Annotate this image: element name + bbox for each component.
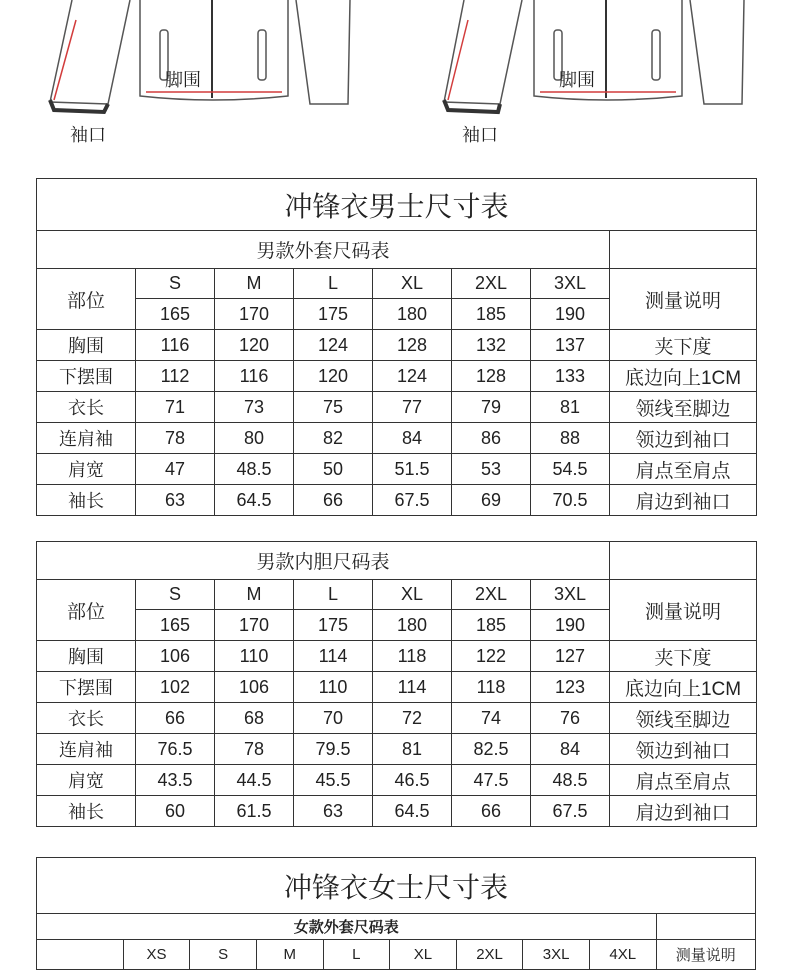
height-label: 185 — [452, 299, 531, 330]
cell-value: 82 — [294, 423, 373, 454]
row-note: 肩边到袖口 — [610, 796, 757, 827]
height-label: 170 — [215, 299, 294, 330]
cell-value: 137 — [531, 330, 610, 361]
height-label: 190 — [531, 299, 610, 330]
size-label: 4XL — [589, 940, 656, 970]
size-label: XL — [373, 269, 452, 299]
women-table-title: 冲锋衣女士尺寸表 — [37, 858, 756, 914]
cell-value: 74 — [452, 703, 531, 734]
size-label: M — [215, 269, 294, 299]
cell-value: 63 — [294, 796, 373, 827]
height-label: 175 — [294, 610, 373, 641]
row-part: 连肩袖 — [37, 734, 136, 765]
cell-value: 60 — [136, 796, 215, 827]
cell-value: 112 — [136, 361, 215, 392]
cuff-label-left: 袖口 — [70, 125, 106, 145]
row-part: 衣长 — [37, 703, 136, 734]
empty-cell — [610, 231, 757, 269]
note-header: 测量说明 — [656, 940, 755, 970]
cell-value: 120 — [294, 361, 373, 392]
row-note: 领线至脚边 — [610, 703, 757, 734]
cell-value: 67.5 — [531, 796, 610, 827]
size-label: 2XL — [452, 269, 531, 299]
cell-value: 127 — [531, 641, 610, 672]
row-part: 袖长 — [37, 485, 136, 516]
cell-value: 77 — [373, 392, 452, 423]
size-label: L — [294, 269, 373, 299]
cell-value: 114 — [294, 641, 373, 672]
women-outer-subtitle: 女款外套尺码表 — [37, 914, 657, 940]
cell-value: 50 — [294, 454, 373, 485]
row-note: 领边到袖口 — [610, 423, 757, 454]
height-label: 175 — [294, 299, 373, 330]
cell-value: 66 — [136, 703, 215, 734]
cell-value: 110 — [294, 672, 373, 703]
part-header: 部位 — [37, 580, 136, 641]
cell-value: 128 — [452, 361, 531, 392]
size-label: 2XL — [456, 940, 523, 970]
size-label: 3XL — [523, 940, 590, 970]
men-outer-subtitle: 男款外套尺码表 — [37, 231, 610, 269]
cell-value: 70 — [294, 703, 373, 734]
cell-value: 61.5 — [215, 796, 294, 827]
cell-value: 110 — [215, 641, 294, 672]
row-note: 领线至脚边 — [610, 392, 757, 423]
height-label: 180 — [373, 299, 452, 330]
empty-cell — [610, 542, 757, 580]
cell-value: 47.5 — [452, 765, 531, 796]
height-label: 180 — [373, 610, 452, 641]
men-outer-size-table — [36, 178, 757, 516]
note-header: 测量说明 — [610, 269, 757, 330]
height-label: 185 — [452, 610, 531, 641]
cuff-label-right: 袖口 — [462, 125, 498, 145]
cell-value: 80 — [215, 423, 294, 454]
row-part: 胸围 — [37, 330, 136, 361]
cell-value: 67.5 — [373, 485, 452, 516]
cell-value: 79.5 — [294, 734, 373, 765]
cell-value: 66 — [294, 485, 373, 516]
cell-value: 71 — [136, 392, 215, 423]
cell-value: 82.5 — [452, 734, 531, 765]
size-label: S — [190, 940, 257, 970]
cell-value: 76.5 — [136, 734, 215, 765]
cell-value: 114 — [373, 672, 452, 703]
cell-value: 116 — [136, 330, 215, 361]
cell-value: 124 — [294, 330, 373, 361]
size-label: L — [294, 580, 373, 610]
cell-value: 54.5 — [531, 454, 610, 485]
men-table-title: 冲锋衣男士尺寸表 — [37, 179, 757, 231]
size-label: XL — [390, 940, 457, 970]
cell-value: 66 — [452, 796, 531, 827]
row-note: 领边到袖口 — [610, 734, 757, 765]
note-header: 测量说明 — [610, 580, 757, 641]
cell-value: 45.5 — [294, 765, 373, 796]
cell-value: 64.5 — [373, 796, 452, 827]
row-note: 底边向上1CM — [610, 672, 757, 703]
height-label: 170 — [215, 610, 294, 641]
cell-value: 48.5 — [215, 454, 294, 485]
hem-label-left: 脚围 — [165, 70, 201, 90]
row-note: 肩点至肩点 — [610, 765, 757, 796]
size-label: 3XL — [531, 269, 610, 299]
cell-value: 116 — [215, 361, 294, 392]
size-label: S — [136, 580, 215, 610]
hem-label-right: 脚围 — [559, 70, 595, 90]
cell-value: 81 — [531, 392, 610, 423]
part-header: 部位 — [37, 269, 136, 330]
row-part: 肩宽 — [37, 454, 136, 485]
cell-value: 106 — [215, 672, 294, 703]
cell-value: 79 — [452, 392, 531, 423]
size-label: L — [323, 940, 390, 970]
cell-value: 70.5 — [531, 485, 610, 516]
cell-value: 122 — [452, 641, 531, 672]
cell-value: 118 — [452, 672, 531, 703]
cell-value: 64.5 — [215, 485, 294, 516]
cell-value: 118 — [373, 641, 452, 672]
cell-value: 63 — [136, 485, 215, 516]
cell-value: 46.5 — [373, 765, 452, 796]
height-label: 190 — [531, 610, 610, 641]
row-note: 底边向上1CM — [610, 361, 757, 392]
cell-value: 102 — [136, 672, 215, 703]
cell-value: 88 — [531, 423, 610, 454]
cell-value: 84 — [531, 734, 610, 765]
jacket-illustration — [0, 0, 790, 160]
row-part: 下摆围 — [37, 672, 136, 703]
cell-value: 44.5 — [215, 765, 294, 796]
women-outer-size-table — [36, 857, 756, 970]
row-note: 肩边到袖口 — [610, 485, 757, 516]
cell-value: 133 — [531, 361, 610, 392]
height-label: 165 — [136, 610, 215, 641]
cell-value: 78 — [136, 423, 215, 454]
men-liner-subtitle: 男款内胆尺码表 — [37, 542, 610, 580]
size-label: 2XL — [452, 580, 531, 610]
men-liner-size-table — [36, 541, 757, 827]
row-part: 连肩袖 — [37, 423, 136, 454]
size-label: XL — [373, 580, 452, 610]
cell-value: 128 — [373, 330, 452, 361]
row-note: 夹下度 — [610, 641, 757, 672]
empty-cell — [656, 914, 755, 940]
cell-value: 73 — [215, 392, 294, 423]
cell-value: 120 — [215, 330, 294, 361]
size-label: 3XL — [531, 580, 610, 610]
size-label: XS — [123, 940, 190, 970]
row-part: 袖长 — [37, 796, 136, 827]
size-label: M — [256, 940, 323, 970]
cell-value: 123 — [531, 672, 610, 703]
cell-value: 84 — [373, 423, 452, 454]
row-part: 衣长 — [37, 392, 136, 423]
cell-value: 47 — [136, 454, 215, 485]
cell-value: 78 — [215, 734, 294, 765]
row-part: 胸围 — [37, 641, 136, 672]
cell-value: 81 — [373, 734, 452, 765]
cell-value: 43.5 — [136, 765, 215, 796]
cell-value: 68 — [215, 703, 294, 734]
cell-value: 132 — [452, 330, 531, 361]
cell-value: 76 — [531, 703, 610, 734]
cell-value: 106 — [136, 641, 215, 672]
cell-value: 51.5 — [373, 454, 452, 485]
height-label: 165 — [136, 299, 215, 330]
cell-value: 48.5 — [531, 765, 610, 796]
row-part: 下摆围 — [37, 361, 136, 392]
cell-value: 86 — [452, 423, 531, 454]
row-note: 夹下度 — [610, 330, 757, 361]
cell-value: 75 — [294, 392, 373, 423]
cell-value: 53 — [452, 454, 531, 485]
row-part: 肩宽 — [37, 765, 136, 796]
size-label: S — [136, 269, 215, 299]
cell-value: 124 — [373, 361, 452, 392]
jacket-drawing — [0, 0, 790, 160]
cell-value: 72 — [373, 703, 452, 734]
row-note: 肩点至肩点 — [610, 454, 757, 485]
size-label: M — [215, 580, 294, 610]
cell-value: 69 — [452, 485, 531, 516]
